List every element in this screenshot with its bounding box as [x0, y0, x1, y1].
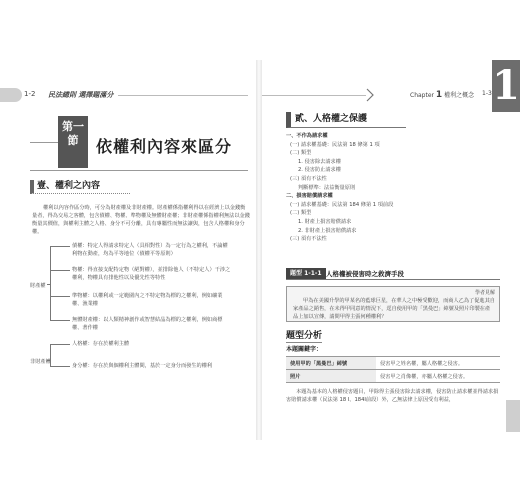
topic-bar [286, 268, 500, 280]
keyword-term: 使用甲的「黑曼巴」綽號 [286, 357, 376, 370]
case-question-box [286, 286, 500, 322]
right-page-number: 1-3 [482, 90, 492, 97]
keyword-meaning: 侵害甲之姓名權，屬人格權之侵害。 [376, 357, 500, 370]
chapter-edge-number: 1 [492, 60, 520, 112]
analysis-heading: 題型分析 [286, 328, 322, 343]
keyword-term: 照片 [286, 370, 376, 383]
tree-connector [50, 246, 70, 247]
chapter-number: 1 [435, 90, 443, 100]
tree-item-real-right: 物權：得直接支配特定物（絕對權），並排除他人（不特定人）干涉之權利，物權具有排他性以及優先性等特性 [72, 267, 231, 281]
tree-item-claim-right: 債權：特定人得請求特定人（具相對性）為一定行為之權利，不論權利物在動產，均為平等地位（債權平等原則） [72, 243, 228, 257]
section-title: 依權利內容來區分 [96, 137, 233, 156]
left-page-header [0, 88, 256, 102]
page-tab-shape [0, 88, 22, 102]
list-item: 1. 財產上損害賠償請求 [298, 218, 352, 225]
case-corner-label: 學者見解 [474, 290, 495, 296]
table-row [286, 370, 500, 383]
topic-title: 人格權被侵害時之救濟手段 [326, 270, 404, 278]
topic-tag: 題型 1-1-1 [286, 268, 326, 279]
left-page-number: 1-2 [24, 90, 36, 98]
chapter-edge-tab [506, 400, 520, 432]
tree-connector [50, 320, 70, 321]
right-page [262, 0, 520, 500]
nonproperty-branch-line [50, 344, 51, 366]
keyword-meaning: 侵害甲之肖像權，亦屬人格權之侵害。 [376, 370, 500, 383]
remedy-outline-list [286, 132, 506, 244]
list-item: (一) 請求權基礎：民法第 18 條第 1 項 [290, 141, 380, 148]
list-item: (一) 請求權基礎：民法第 184 條第 1 項前段 [290, 201, 394, 208]
right-page-header [262, 86, 520, 102]
section-rule [30, 170, 248, 171]
chapter-title: 權利之概念 [444, 92, 475, 99]
table-row [286, 357, 500, 370]
list-item: (三) 須有不法性 [290, 175, 327, 182]
section-label-box: 第一節 [58, 116, 88, 168]
list-item: 2. 非財產上損害賠償請求 [298, 227, 357, 234]
header-rule [262, 95, 366, 96]
section-line [30, 142, 58, 143]
tree-connector [50, 296, 70, 297]
subsection-heading: 壹、權利之內容 [30, 180, 130, 194]
tree-connector [50, 344, 70, 345]
tree-item-personality-right: 人格權：存在於權利主體 [72, 341, 130, 347]
property-branch-line [50, 246, 51, 320]
chevron-right-icon [366, 88, 374, 102]
tree-item-intangible-property: 無體財產權：以人類精神創作或智慧結晶為標的之權利，例如商標權、著作權 [72, 317, 223, 331]
chapter-label: Chapter 1 權利之概念 [410, 90, 475, 100]
case-question-text: 甲為在美國升學的甲某名的藍球巨星，在華人之中極受歡迎，而商人乙為了促進其自家產品之銷售，在未得甲同意的情況下，逕自使用甲的「黑曼巴」綽號及照片印製在產品上加以宣傳，請問甲得主張何種權利？ [293, 298, 495, 320]
list-item: 1. 侵害除去請求權 [298, 158, 341, 165]
list-item: (二) 類型 [290, 150, 312, 157]
header-rule [118, 95, 248, 96]
section-heading-personality-protection: 貳、人格權之保護 [286, 112, 406, 128]
rights-tree-diagram [30, 240, 256, 370]
tree-connector [47, 360, 50, 361]
list-item: 2. 侵害防止請求權 [298, 167, 341, 174]
tree-item-status-right: 身分權：存在於與個權利主體間，基於一定身分而發生的權利 [72, 363, 213, 369]
list-item: 二、損害賠償請求權 [286, 193, 333, 200]
keywords-table [286, 356, 500, 383]
tree-item-quasi-real-right: 準物權：以權利或一定範圍內之不特定物為標的之權利，例如礦業權、漁業權 [72, 293, 223, 307]
nonproperty-rights-label: 非財產權 [30, 359, 51, 365]
list-item: 判斷標準：法益衡量原則 [298, 184, 356, 191]
tree-connector [50, 270, 70, 271]
list-item: (三) 須有不法性 [290, 236, 327, 243]
closing-paragraph: 本題為基本的人格權侵害題目，甲除得主張侵害除去請求權，侵害防止請求權並得請求損害賠償請求權（民法第 18 Ⅰ、184Ⅰ前段）外，乙無法律上原因受有利益， [286, 389, 499, 403]
keywords-heading: 本題關鍵字： [286, 346, 323, 353]
tree-connector [47, 284, 50, 285]
property-rights-label: 財產權 [30, 283, 46, 289]
list-item: (二) 類型 [290, 210, 312, 217]
book-title: 民法總則 選擇題滿分 [48, 91, 114, 99]
intro-paragraph: 權利以內容作區分時，可分為財產權及非財產權。財產權係指權利得以在經濟上以金錢衡量者，得為交易之客體，包含債權、物權、準物權及無體財產權；非財產權係指權利無法以金錢衡量其價值，與權利主體之人格、身分不可分離，具有專屬性而無法讓與，包含人格權和身分權。 [32, 205, 250, 235]
tree-connector [50, 366, 70, 367]
list-item: 一、不作為請求權 [286, 133, 328, 139]
